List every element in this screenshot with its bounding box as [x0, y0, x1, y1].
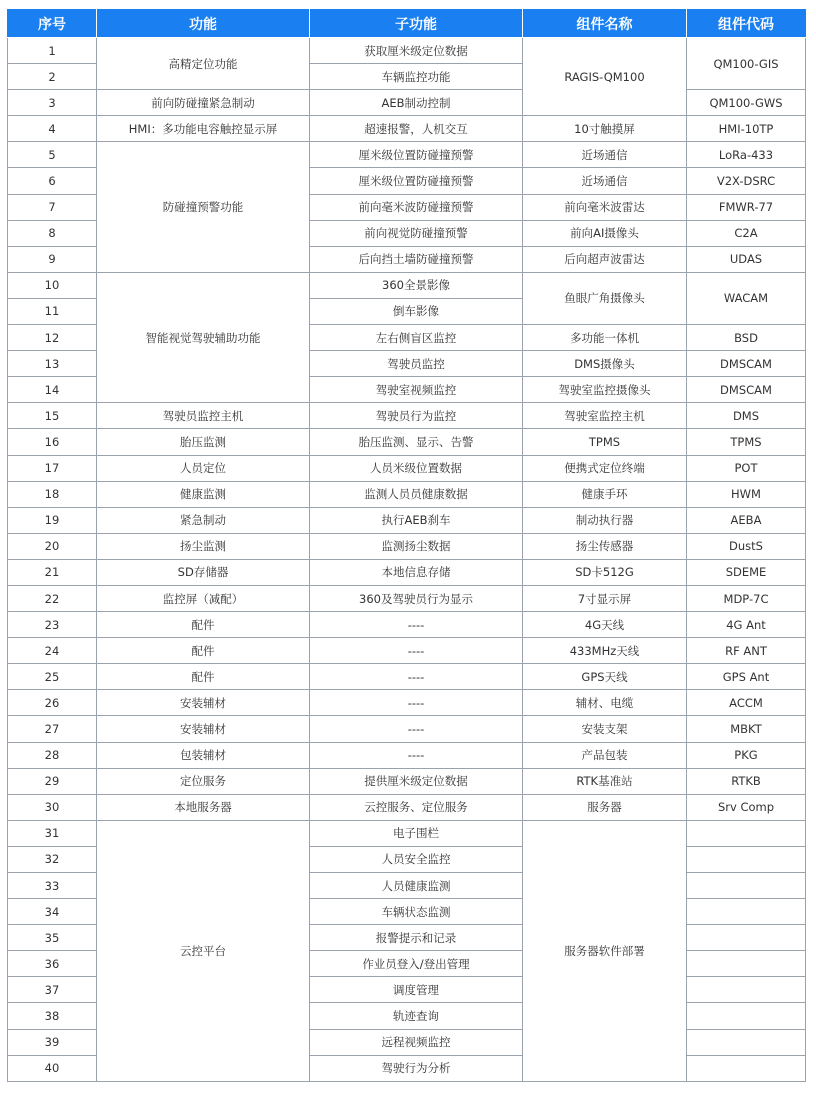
cell-subfunction: ---- — [310, 612, 523, 638]
cell-component-code — [687, 925, 806, 951]
cell-subfunction: 监测人员员健康数据 — [310, 481, 523, 507]
cell-component-code: HWM — [687, 481, 806, 507]
cell-component-code: TPMS — [687, 429, 806, 455]
cell-component-name: 7寸显示屏 — [523, 585, 687, 611]
cell-component-name: 驾驶室监控摄像头 — [523, 377, 687, 403]
cell-no: 21 — [8, 559, 97, 585]
cell-component-code: DustS — [687, 533, 806, 559]
cell-function: 配件 — [97, 612, 310, 638]
cell-component-name: 扬尘传感器 — [523, 533, 687, 559]
cell-subfunction: 监测扬尘数据 — [310, 533, 523, 559]
table-row — [8, 612, 806, 638]
cell-no: 29 — [8, 768, 97, 794]
cell-subfunction: 驾驶行为分析 — [310, 1055, 523, 1081]
cell-no: 20 — [8, 533, 97, 559]
header-function: 功能 — [97, 10, 310, 38]
cell-no: 22 — [8, 585, 97, 611]
cell-subfunction: ---- — [310, 742, 523, 768]
cell-function: 监控屏（减配） — [97, 585, 310, 611]
cell-no: 37 — [8, 977, 97, 1003]
header-component-code: 组件代码 — [687, 10, 806, 38]
cell-component-code: LoRa-433 — [687, 142, 806, 168]
cell-subfunction: AEB制动控制 — [310, 90, 523, 116]
table-row — [8, 90, 806, 116]
cell-component-code: WACAM — [687, 272, 806, 324]
cell-no: 5 — [8, 142, 97, 168]
cell-component-code: GPS Ant — [687, 664, 806, 690]
cell-subfunction: 驾驶员监控 — [310, 351, 523, 377]
header-no: 序号 — [8, 10, 97, 38]
cell-function: 安装辅材 — [97, 690, 310, 716]
cell-no: 2 — [8, 64, 97, 90]
cell-no: 38 — [8, 1003, 97, 1029]
cell-no: 24 — [8, 638, 97, 664]
table-row — [8, 507, 806, 533]
cell-subfunction: 车辆监控功能 — [310, 64, 523, 90]
cell-no: 27 — [8, 716, 97, 742]
cell-subfunction: 作业员登入/登出管理 — [310, 951, 523, 977]
cell-function: 配件 — [97, 664, 310, 690]
cell-no: 28 — [8, 742, 97, 768]
cell-component-name: 4G天线 — [523, 612, 687, 638]
cell-function: SD存储器 — [97, 559, 310, 585]
cell-component-code — [687, 1029, 806, 1055]
component-table — [7, 9, 806, 1082]
cell-no: 14 — [8, 377, 97, 403]
cell-no: 3 — [8, 90, 97, 116]
cell-function: 防碰撞预警功能 — [97, 142, 310, 272]
cell-component-name: DMS摄像头 — [523, 351, 687, 377]
cell-component-name: RTK基准站 — [523, 768, 687, 794]
cell-no: 7 — [8, 194, 97, 220]
table-row — [8, 272, 806, 298]
cell-no: 10 — [8, 272, 97, 298]
cell-no: 4 — [8, 116, 97, 142]
cell-component-code — [687, 1003, 806, 1029]
cell-function: 本地服务器 — [97, 794, 310, 820]
cell-component-name: 多功能一体机 — [523, 325, 687, 351]
table-row — [8, 559, 806, 585]
cell-component-name: 制动执行器 — [523, 507, 687, 533]
cell-subfunction: 厘米级位置防碰撞预警 — [310, 168, 523, 194]
cell-no: 18 — [8, 481, 97, 507]
cell-function: 驾驶员监控主机 — [97, 403, 310, 429]
cell-subfunction: ---- — [310, 716, 523, 742]
cell-subfunction: 倒车影像 — [310, 298, 523, 324]
cell-function: 健康监测 — [97, 481, 310, 507]
cell-component-code: Srv Comp — [687, 794, 806, 820]
cell-subfunction: 左右侧盲区监控 — [310, 325, 523, 351]
cell-component-code: RTKB — [687, 768, 806, 794]
cell-no: 35 — [8, 925, 97, 951]
cell-component-name: RAGIS-QM100 — [523, 38, 687, 116]
cell-no: 13 — [8, 351, 97, 377]
cell-no: 26 — [8, 690, 97, 716]
cell-component-name: 前向毫米波雷达 — [523, 194, 687, 220]
cell-subfunction: 执行AEB刹车 — [310, 507, 523, 533]
cell-component-code: PKG — [687, 742, 806, 768]
cell-component-name: 安装支架 — [523, 716, 687, 742]
cell-function: 安装辅材 — [97, 716, 310, 742]
cell-component-code: HMI-10TP — [687, 116, 806, 142]
cell-subfunction: ---- — [310, 664, 523, 690]
cell-subfunction: 后向挡土墙防碰撞预警 — [310, 246, 523, 272]
cell-subfunction: 云控服务、定位服务 — [310, 794, 523, 820]
cell-component-name: 前向AI摄像头 — [523, 220, 687, 246]
cell-component-code: QM100-GWS — [687, 90, 806, 116]
cell-no: 34 — [8, 899, 97, 925]
cell-function: 高精定位功能 — [97, 38, 310, 90]
cell-component-code — [687, 873, 806, 899]
cell-no: 39 — [8, 1029, 97, 1055]
cell-component-code: C2A — [687, 220, 806, 246]
table-row — [8, 664, 806, 690]
cell-subfunction: 驾驶室视频监控 — [310, 377, 523, 403]
table-row — [8, 716, 806, 742]
table-row — [8, 794, 806, 820]
cell-function: 扬尘监测 — [97, 533, 310, 559]
cell-no: 40 — [8, 1055, 97, 1081]
cell-component-code: DMSCAM — [687, 351, 806, 377]
cell-subfunction: 车辆状态监测 — [310, 899, 523, 925]
cell-component-name: 服务器 — [523, 794, 687, 820]
cell-subfunction: 获取厘米级定位数据 — [310, 38, 523, 64]
header-subfunction: 子功能 — [310, 10, 523, 38]
cell-component-code: V2X-DSRC — [687, 168, 806, 194]
cell-component-name: 后向超声波雷达 — [523, 246, 687, 272]
table-row — [8, 768, 806, 794]
cell-component-code — [687, 951, 806, 977]
cell-subfunction: ---- — [310, 690, 523, 716]
cell-no: 25 — [8, 664, 97, 690]
cell-no: 32 — [8, 846, 97, 872]
table-row — [8, 820, 806, 846]
cell-component-code: 4G Ant — [687, 612, 806, 638]
cell-component-code: SDEME — [687, 559, 806, 585]
cell-no: 17 — [8, 455, 97, 481]
header-component-name: 组件名称 — [523, 10, 687, 38]
cell-component-name: 驾驶室监控主机 — [523, 403, 687, 429]
cell-component-name: 鱼眼广角摄像头 — [523, 272, 687, 324]
cell-subfunction: 人员米级位置数据 — [310, 455, 523, 481]
cell-subfunction: 轨迹查询 — [310, 1003, 523, 1029]
cell-no: 11 — [8, 298, 97, 324]
cell-function: 胎压监测 — [97, 429, 310, 455]
cell-subfunction: 人员安全监控 — [310, 846, 523, 872]
cell-function: 包装辅材 — [97, 742, 310, 768]
cell-function: 智能视觉驾驶辅助功能 — [97, 272, 310, 402]
cell-component-name: 辅材、电缆 — [523, 690, 687, 716]
cell-no: 23 — [8, 612, 97, 638]
table-body — [8, 38, 806, 1082]
cell-component-name: TPMS — [523, 429, 687, 455]
cell-function: 云控平台 — [97, 820, 310, 1081]
cell-function: 紧急制动 — [97, 507, 310, 533]
cell-component-code — [687, 846, 806, 872]
cell-subfunction: 驾驶员行为监控 — [310, 403, 523, 429]
cell-component-code — [687, 820, 806, 846]
table-row — [8, 38, 806, 64]
table-row — [8, 481, 806, 507]
cell-subfunction: 厘米级位置防碰撞预警 — [310, 142, 523, 168]
cell-subfunction: ---- — [310, 638, 523, 664]
cell-component-code: UDAS — [687, 246, 806, 272]
table-row — [8, 638, 806, 664]
cell-component-code — [687, 1055, 806, 1081]
cell-component-name: SD卡512G — [523, 559, 687, 585]
cell-component-code: DMS — [687, 403, 806, 429]
cell-no: 9 — [8, 246, 97, 272]
cell-subfunction: 胎压监测、显示、告警 — [310, 429, 523, 455]
table-row — [8, 742, 806, 768]
cell-component-name: 产品包装 — [523, 742, 687, 768]
cell-subfunction: 电子围栏 — [310, 820, 523, 846]
cell-function: 前向防碰撞紧急制动 — [97, 90, 310, 116]
cell-component-name: 近场通信 — [523, 142, 687, 168]
cell-no: 8 — [8, 220, 97, 246]
cell-subfunction: 360全景影像 — [310, 272, 523, 298]
cell-no: 12 — [8, 325, 97, 351]
cell-component-name: 近场通信 — [523, 168, 687, 194]
cell-component-code: POT — [687, 455, 806, 481]
table-row — [8, 455, 806, 481]
cell-component-code — [687, 977, 806, 1003]
cell-component-code: MBKT — [687, 716, 806, 742]
cell-component-name: 10寸触摸屏 — [523, 116, 687, 142]
cell-no: 1 — [8, 38, 97, 64]
cell-component-code: DMSCAM — [687, 377, 806, 403]
cell-component-code: FMWR-77 — [687, 194, 806, 220]
cell-component-name: 健康手环 — [523, 481, 687, 507]
cell-component-code — [687, 899, 806, 925]
table-row — [8, 116, 806, 142]
cell-component-code: RF ANT — [687, 638, 806, 664]
cell-no: 33 — [8, 873, 97, 899]
cell-no: 19 — [8, 507, 97, 533]
cell-subfunction: 报警提示和记录 — [310, 925, 523, 951]
cell-function: 配件 — [97, 638, 310, 664]
cell-function: 定位服务 — [97, 768, 310, 794]
cell-subfunction: 前向视觉防碰撞预警 — [310, 220, 523, 246]
table-row — [8, 142, 806, 168]
table-row — [8, 585, 806, 611]
cell-component-code: QM100-GIS — [687, 38, 806, 90]
cell-component-name: GPS天线 — [523, 664, 687, 690]
cell-subfunction: 本地信息存储 — [310, 559, 523, 585]
cell-component-code: ACCM — [687, 690, 806, 716]
cell-subfunction: 人员健康监测 — [310, 873, 523, 899]
cell-no: 30 — [8, 794, 97, 820]
cell-no: 6 — [8, 168, 97, 194]
cell-component-code: AEBA — [687, 507, 806, 533]
cell-subfunction: 调度管理 — [310, 977, 523, 1003]
cell-function: HMI：多功能电容触控显示屏 — [97, 116, 310, 142]
cell-function: 人员定位 — [97, 455, 310, 481]
cell-no: 16 — [8, 429, 97, 455]
cell-component-name: 便携式定位终端 — [523, 455, 687, 481]
cell-no: 36 — [8, 951, 97, 977]
cell-component-code: BSD — [687, 325, 806, 351]
table-row — [8, 690, 806, 716]
cell-subfunction: 提供厘米级定位数据 — [310, 768, 523, 794]
cell-component-name: 433MHz天线 — [523, 638, 687, 664]
cell-subfunction: 前向毫米波防碰撞预警 — [310, 194, 523, 220]
header-row — [8, 10, 806, 38]
cell-subfunction: 超速报警，人机交互 — [310, 116, 523, 142]
cell-component-code: MDP-7C — [687, 585, 806, 611]
table-row — [8, 429, 806, 455]
cell-no: 31 — [8, 820, 97, 846]
cell-no: 15 — [8, 403, 97, 429]
table-row — [8, 533, 806, 559]
cell-component-name: 服务器软件部署 — [523, 820, 687, 1081]
cell-subfunction: 远程视频监控 — [310, 1029, 523, 1055]
table-row — [8, 403, 806, 429]
cell-subfunction: 360及驾驶员行为显示 — [310, 585, 523, 611]
